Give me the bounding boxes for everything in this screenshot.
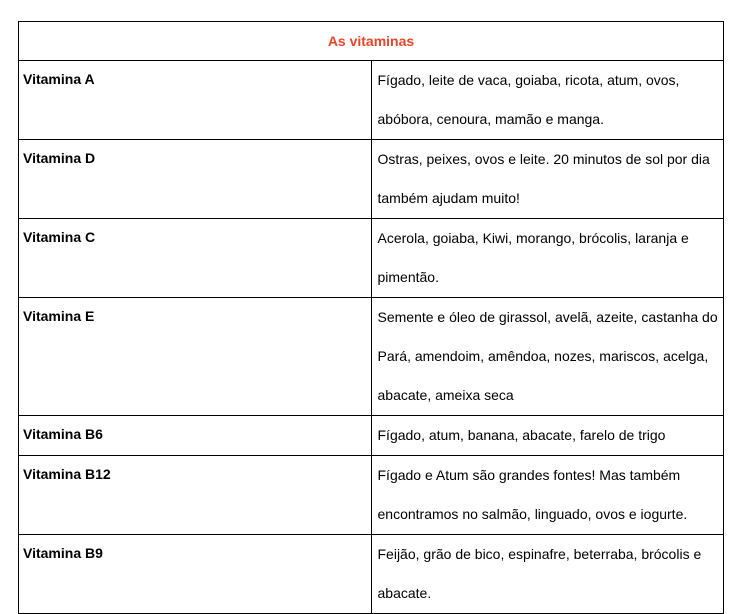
table-title-row — [19, 22, 724, 61]
table-row — [19, 535, 724, 614]
vitamin-name: Vitamina E — [19, 298, 372, 416]
table-row — [19, 61, 724, 140]
vitamin-foods: Semente e óleo de girassol, avelã, azeite, castanha do Pará, amendoim, amêndoa, nozes, mariscos, acelga, abacate, ameixa seca — [371, 298, 724, 416]
vitamin-name: Vitamina B12 — [19, 456, 372, 535]
table-row — [19, 140, 724, 219]
vitamin-name: Vitamina B6 — [19, 416, 372, 456]
vitamin-name: Vitamina B9 — [19, 535, 372, 614]
table-row — [19, 456, 724, 535]
vitamin-foods: Feijão, grão de bico, espinafre, beterraba, brócolis e abacate. — [371, 535, 724, 614]
vitamin-name: Vitamina C — [19, 219, 372, 298]
vitamin-name: Vitamina D — [19, 140, 372, 219]
vitamin-foods: Acerola, goiaba, Kiwi, morango, brócolis, laranja e pimentão. — [371, 219, 724, 298]
vitamin-name: Vitamina A — [19, 61, 372, 140]
table-title: As vitaminas — [19, 22, 724, 61]
vitamin-foods: Fígado, atum, banana, abacate, farelo de trigo — [371, 416, 724, 456]
table-row — [19, 298, 724, 416]
vitamins-table — [18, 21, 724, 614]
vitamin-foods: Fígado, leite de vaca, goiaba, ricota, atum, ovos, abóbora, cenoura, mamão e manga. — [371, 61, 724, 140]
vitamin-foods: Ostras, peixes, ovos e leite. 20 minutos de sol por dia também ajudam muito! — [371, 140, 724, 219]
table-row — [19, 219, 724, 298]
vitamin-foods: Fígado e Atum são grandes fontes! Mas também encontramos no salmão, linguado, ovos e iogurte. — [371, 456, 724, 535]
table-row — [19, 416, 724, 456]
